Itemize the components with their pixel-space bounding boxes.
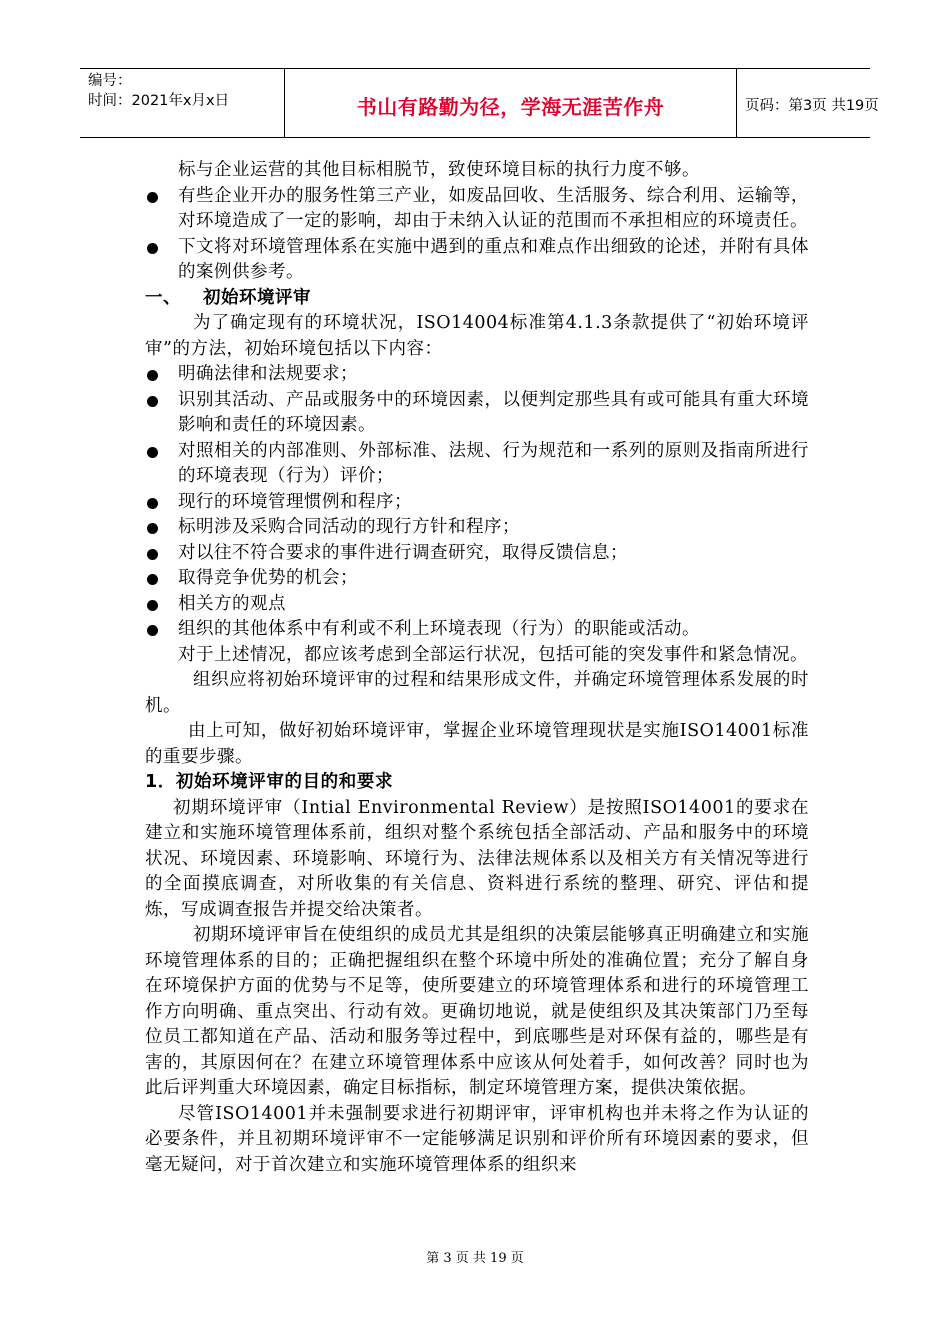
list-item bbox=[145, 515, 809, 541]
bullet-icon bbox=[147, 396, 158, 407]
list-item-text: 对照相关的内部准则、外部标准、法规、行为规范和一系列的原则及指南所进行的环境表现（行为）评价； bbox=[178, 440, 809, 486]
list-item-text: 现行的环境管理惯例和程序； bbox=[178, 491, 412, 512]
list-item bbox=[145, 235, 809, 286]
header-page-cell bbox=[737, 69, 879, 137]
paragraph: 初期环境评审（Intial Environmental Review）是按照ISO14001的要求在建立和实施环境管理体系前，组织对整个系统包括全部活动、产品和服务中的环境状况、环境因素、环境影响、环境行为、法律法规体系以及相关方有关情况等进行的全面摸底调查，对所收集的有关信息、资料进行系统的整理、研究、评估和提炼，写成调查报告并提交给决策者。 bbox=[145, 797, 809, 920]
list-item-text: 识别其活动、产品或服务中的环境因素，以便判定那些具有或可能具有重大环境影响和责任的环境因素。 bbox=[178, 389, 809, 435]
bullet-icon bbox=[147, 447, 158, 458]
section-title: 初始环境评审 bbox=[203, 287, 311, 308]
bullet-icon bbox=[147, 243, 158, 254]
section-number: 一、 bbox=[145, 287, 181, 308]
page-header bbox=[80, 68, 879, 138]
list-item bbox=[145, 592, 809, 618]
header-motto-cell bbox=[285, 69, 737, 137]
list-item bbox=[145, 617, 809, 643]
list-item-text: 标明涉及采购合同活动的现行方针和程序； bbox=[178, 517, 520, 537]
paragraph: 组织应将初始环境评审的过程和结果形成文件，并确定环境管理体系发展的时机。 bbox=[145, 670, 809, 716]
list-item-text: 对以往不符合要求的事件进行调查研究，取得反馈信息； bbox=[178, 542, 628, 563]
list-item-text: 取得竞争优势的机会； bbox=[178, 568, 358, 588]
header-meta-cell bbox=[80, 69, 285, 137]
header-motto: 书山有路勤为径，学海无涯苦作舟 bbox=[356, 95, 665, 119]
subsection-heading: 1．初始环境评审的目的和要求 bbox=[145, 772, 394, 792]
header-page-number: 页码：第3页 共19页 bbox=[745, 98, 879, 114]
bullet-icon bbox=[147, 600, 158, 611]
list-item bbox=[145, 184, 809, 235]
bullet-icon bbox=[147, 574, 158, 585]
list-item bbox=[145, 490, 809, 516]
list-item bbox=[145, 541, 809, 567]
bullet-icon bbox=[147, 625, 158, 636]
paragraph: 尽管ISO14001并未强制要求进行初期评审，评审机构也并未将之作为认证的必要条件，并且初期环境评审不一定能够满足识别和评价所有环境因素的要求，但毫无疑问，对于首次建立和实施环境管理体系的组织来 bbox=[145, 1103, 809, 1175]
list-item-text: 相关方的观点 bbox=[178, 593, 286, 614]
bullet-icon bbox=[147, 523, 158, 534]
paragraph: 为了确定现有的环境状况，ISO14004标准第4.1.3条款提供了“初始环境评审”的方法，初始环境包括以下内容： bbox=[145, 313, 809, 359]
bullet-icon bbox=[147, 498, 158, 509]
paragraph: 初期环境评审旨在使组织的成员尤其是组织的决策层能够真正明确建立和实施环境管理体系的目的；正确把握组织在整个环境中所处的准确位置；充分了解自身在环境保护方面的优势与不足等，使所要建立的环境管理体系和进行的环境管理工作方向明确、重点突出、行动有效。更确切地说，就是使组织及其决策部门乃至每位员工都知道在产品、活动和服务等过程中，到底哪些是对环保有益的，哪些是有害的，其原因何在？在建立环境管理体系中应该从何处着手，如何改善？同时也为此后评判重大环境因素，确定目标指标，制定环境管理方案，提供决策依据。 bbox=[145, 925, 809, 1098]
paragraph: 对于上述情况，都应该考虑到全部运行状况，包括可能的突发事件和紧急情况。 bbox=[178, 644, 808, 665]
list-item-text: 明确法律和法规要求； bbox=[178, 364, 358, 384]
list-item-text: 下文将对环境管理体系在实施中遇到的重点和难点作出细致的论述，并附有具体的案例供参考。 bbox=[178, 236, 809, 282]
document-date: 时间：2021年x月x日 bbox=[88, 93, 230, 109]
list-item-text: 组织的其他体系中有利或不利上环境表现（行为）的职能或活动。 bbox=[178, 619, 700, 639]
bullet-icon bbox=[147, 370, 158, 381]
list-item bbox=[145, 439, 809, 490]
list-item bbox=[145, 388, 809, 439]
paragraph: 标与企业运营的其他目标相脱节，致使环境目标的执行力度不够。 bbox=[178, 160, 700, 180]
document-number-label: 编号： bbox=[88, 73, 132, 89]
list-item bbox=[145, 362, 809, 388]
list-item-text: 有些企业开办的服务性第三产业，如废品回收、生活服务、综合利用、运输等，对环境造成了一定的影响，却由于未纳入认证的范围而不承担相应的环境责任。 bbox=[178, 185, 809, 231]
list-item bbox=[145, 566, 809, 592]
bullet-icon bbox=[147, 549, 158, 560]
section-heading bbox=[145, 286, 809, 312]
paragraph: 由上可知，做好初始环境评审，掌握企业环境管理现状是实施ISO14001标准的重要步骤。 bbox=[145, 721, 809, 767]
page-footer: 第 3 页 共 19 页 bbox=[426, 1251, 524, 1266]
bullet-icon bbox=[147, 192, 158, 203]
document-body bbox=[145, 158, 809, 1178]
